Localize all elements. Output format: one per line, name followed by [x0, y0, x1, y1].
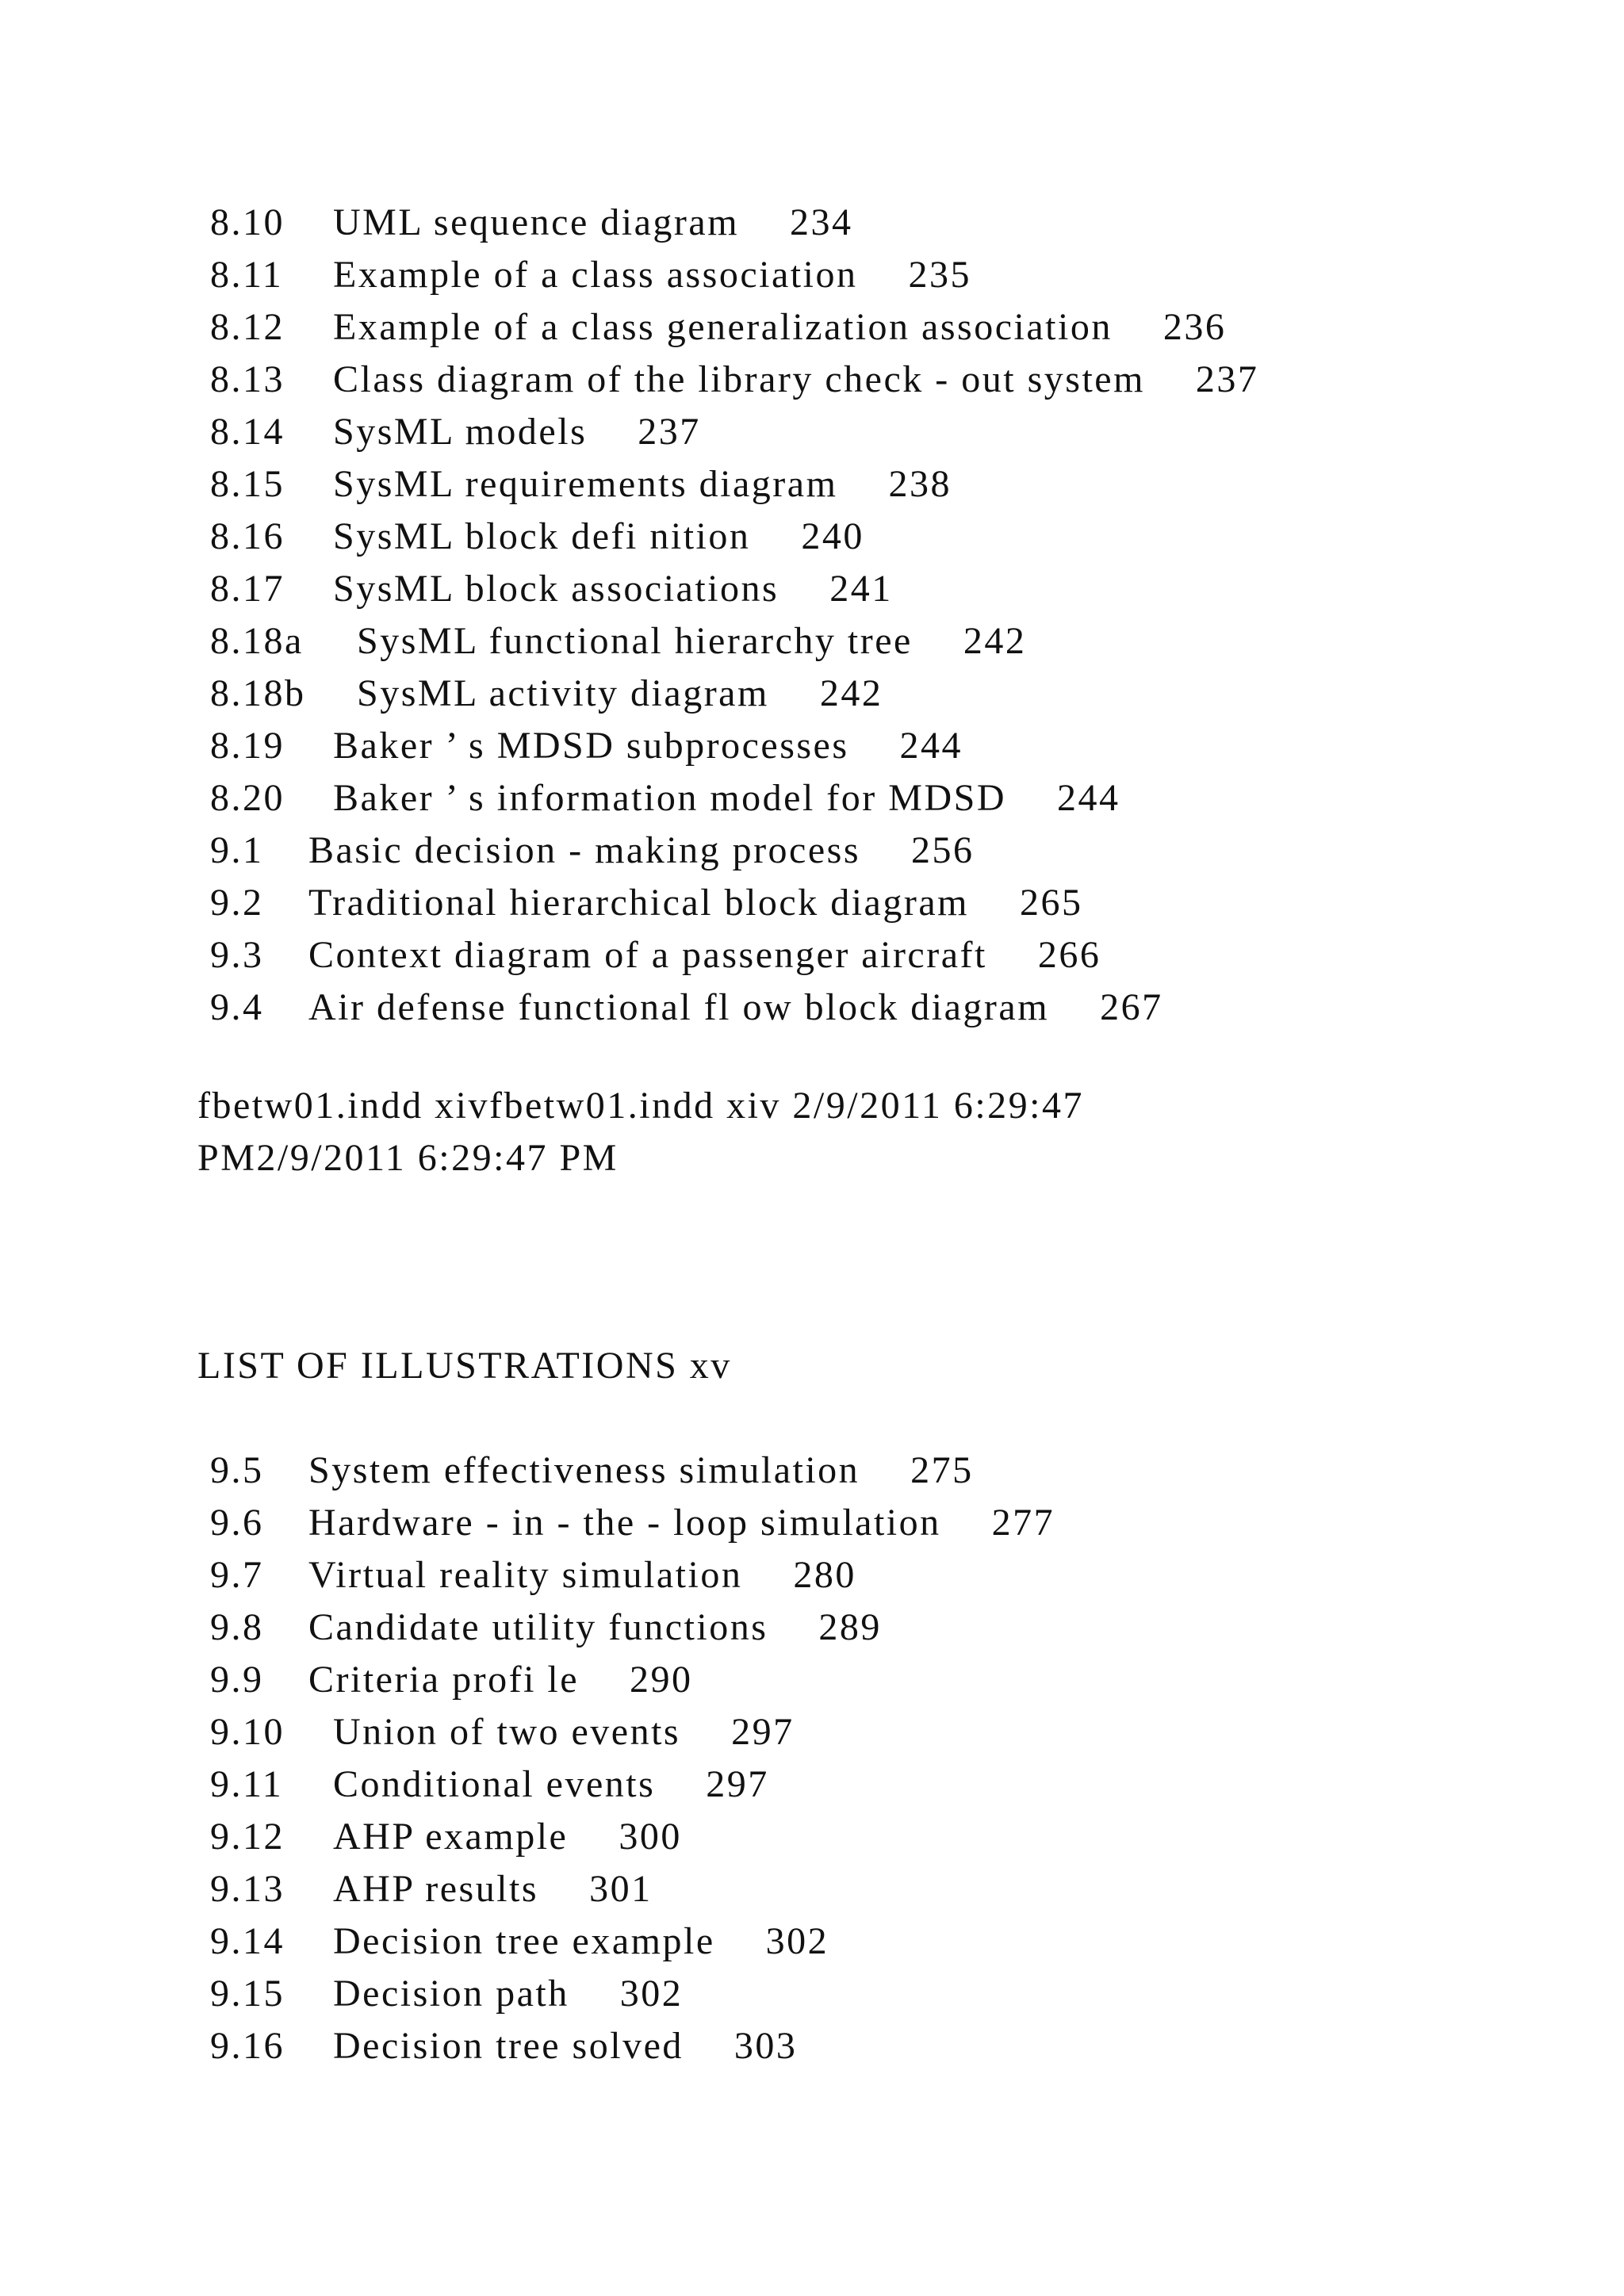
figure-number: 8.20	[210, 777, 285, 819]
figure-title: Air defense functional fl ow block diagram	[308, 986, 1050, 1028]
figure-title: SysML block defi nition	[333, 515, 751, 557]
figure-title: Example of a class generalization association	[333, 306, 1113, 348]
figure-title: SysML models	[333, 411, 588, 453]
page-number: 242	[963, 620, 1027, 662]
figure-number: 9.4	[210, 986, 264, 1028]
figure-title: SysML requirements diagram	[333, 463, 838, 505]
figure-title: AHP example	[333, 1816, 569, 1858]
page-number: 256	[911, 829, 975, 871]
page-number: 275	[910, 1449, 974, 1491]
figure-number: 8.14	[210, 411, 285, 453]
page-number: 242	[819, 672, 883, 714]
page-number: 237	[1195, 358, 1259, 400]
figure-title: SysML block associations	[333, 568, 779, 610]
figure-number: 8.19	[210, 725, 285, 767]
figure-number: 8.11	[210, 254, 284, 296]
page-number: 244	[899, 725, 963, 767]
page-number: 236	[1162, 306, 1227, 348]
figure-number: 8.15	[210, 463, 285, 505]
page-number: 301	[589, 1868, 653, 1910]
figure-title: Example of a class association	[333, 254, 858, 296]
page-number: 240	[801, 515, 864, 557]
figure-title: Context diagram of a passenger aircraft	[308, 934, 987, 976]
figure-title: Candidate utility functions	[308, 1606, 768, 1648]
file-stamp-line2: PM2/9/2011 6:29:47 PM	[197, 1137, 619, 1179]
file-stamp	[197, 1080, 1084, 1184]
page-number: 302	[765, 1920, 829, 1962]
figure-number: 9.3	[210, 934, 264, 976]
page-number: 235	[908, 254, 971, 296]
figure-title: Hardware - in - the - loop simulation	[308, 1502, 941, 1544]
page-number: 290	[630, 1659, 693, 1701]
figure-title: System effectiveness simulation	[308, 1449, 860, 1491]
figure-number: 9.13	[210, 1868, 285, 1910]
figure-number: 8.16	[210, 515, 285, 557]
figure-title: Class diagram of the library check - out system	[333, 358, 1145, 400]
page-number: 297	[731, 1711, 795, 1753]
figure-number: 8.13	[210, 358, 285, 400]
figure-title: Decision path	[333, 1973, 569, 2015]
page-number: 302	[619, 1973, 684, 2015]
figure-number: 9.11	[210, 1763, 284, 1805]
page-number: 297	[706, 1763, 769, 1805]
figure-title: Criteria profi le	[308, 1659, 580, 1701]
figure-title: Baker ’ s MDSD subprocesses	[333, 725, 849, 767]
figure-title: AHP results	[333, 1868, 539, 1910]
figure-number: 9.7	[210, 1554, 264, 1596]
figure-title: UML sequence diagram	[333, 201, 740, 243]
running-header: LIST OF ILLUSTRATIONS xv	[197, 1345, 732, 1387]
figure-number: 9.10	[210, 1711, 285, 1753]
page-number: 238	[888, 463, 952, 505]
page-number: 265	[1019, 882, 1083, 924]
page-number: 280	[793, 1554, 856, 1596]
page-number: 244	[1056, 777, 1120, 819]
figure-number: 9.9	[210, 1659, 264, 1701]
page-number: 267	[1100, 986, 1163, 1028]
figure-number: 8.10	[210, 201, 285, 243]
figure-title: SysML functional hierarchy tree	[357, 620, 913, 662]
figure-number: 9.12	[210, 1816, 285, 1858]
file-stamp-line1: fbetw01.indd xivfbetw01.indd xiv 2/9/2011 6:29:47	[197, 1085, 1084, 1127]
page-number: 237	[638, 411, 701, 453]
figure-number: 9.2	[210, 882, 264, 924]
page-number: 289	[818, 1606, 882, 1648]
page-number: 266	[1037, 934, 1101, 976]
figure-title: Traditional hierarchical block diagram	[308, 882, 969, 924]
figure-number: 9.15	[210, 1973, 285, 2015]
figure-title: Union of two events	[333, 1711, 681, 1753]
figure-number: 9.16	[210, 2025, 285, 2067]
figure-number: 9.1	[210, 829, 264, 871]
figure-title: SysML activity diagram	[357, 672, 769, 714]
page-number: 277	[991, 1502, 1055, 1544]
figure-title: Virtual reality simulation	[308, 1554, 743, 1596]
figure-number: 9.6	[210, 1502, 264, 1544]
figure-title: Decision tree example	[333, 1920, 715, 1962]
page-number: 300	[619, 1816, 682, 1858]
page-number: 234	[790, 201, 853, 243]
figure-number: 9.5	[210, 1449, 264, 1491]
figure-title: Decision tree solved	[333, 2025, 684, 2067]
figure-number: 9.8	[210, 1606, 264, 1648]
figure-number: 8.12	[210, 306, 285, 348]
figure-number: 9.14	[210, 1920, 285, 1962]
figure-title: Basic decision - making process	[308, 829, 861, 871]
page-number: 241	[829, 568, 893, 610]
figure-title: Conditional events	[333, 1763, 656, 1805]
figure-title: Baker ’ s information model for MDSD	[333, 777, 1006, 819]
figure-number: 8.18b	[210, 672, 306, 714]
figure-number: 8.18a	[210, 620, 304, 662]
figure-number: 8.17	[210, 568, 285, 610]
page-number: 303	[733, 2025, 798, 2067]
